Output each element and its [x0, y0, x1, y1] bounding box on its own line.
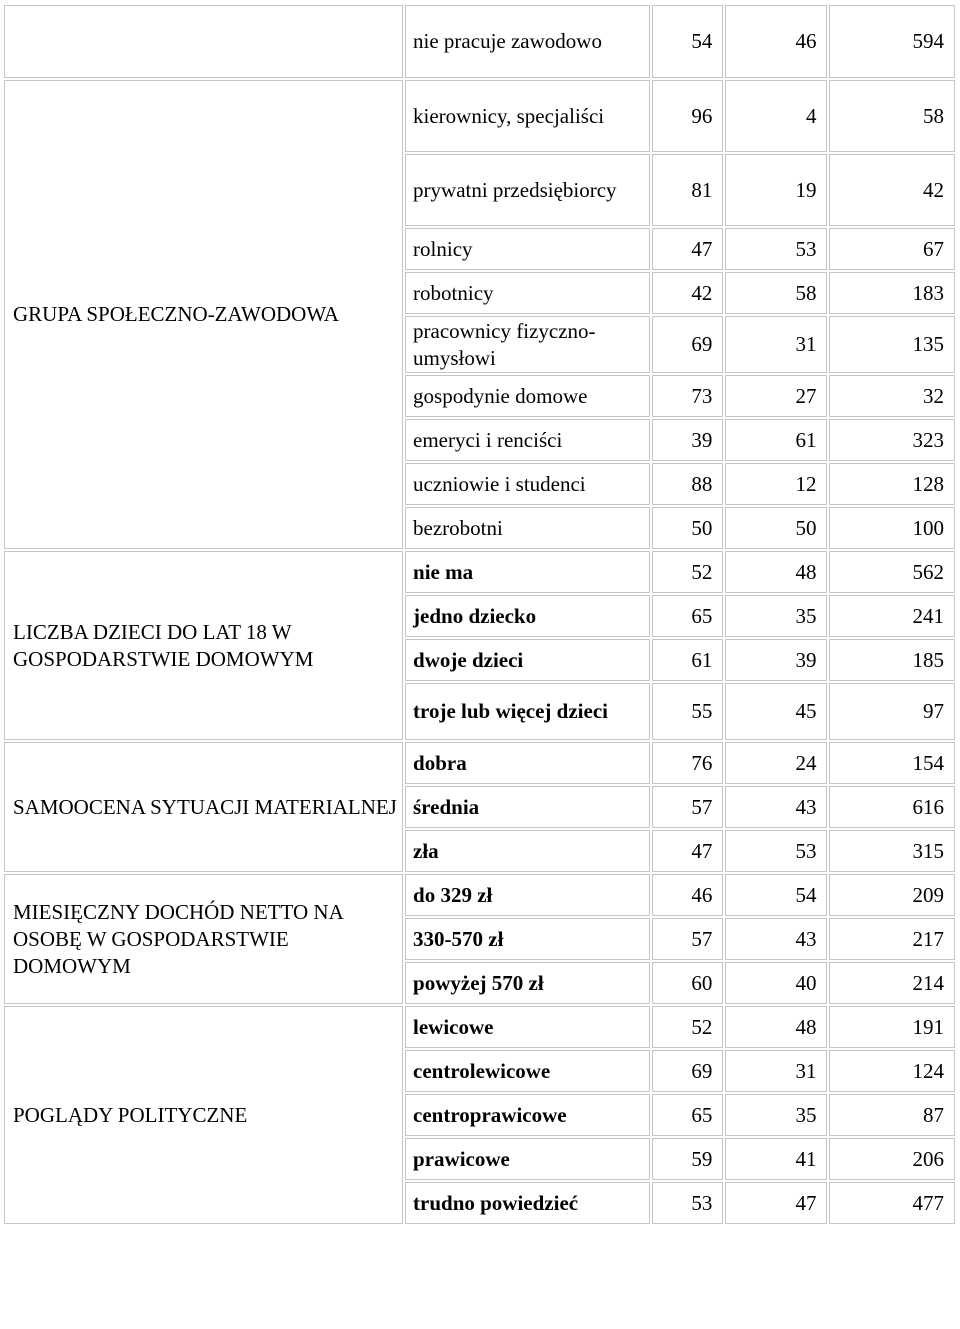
category-cell: centroprawicowe	[405, 1094, 650, 1136]
value-cell: 46	[652, 874, 723, 916]
value-cell: 69	[652, 316, 723, 373]
value-cell: 76	[652, 742, 723, 784]
value-cell: 58	[829, 80, 955, 152]
group-label-cell: MIESIĘCZNY DOCHÓD NETTO NA OSOBĘ W GOSPODARSTWIE DOMOWYM	[4, 874, 403, 1004]
value-cell: 48	[725, 1006, 827, 1048]
value-cell: 206	[829, 1138, 955, 1180]
value-cell: 53	[652, 1182, 723, 1224]
value-cell: 67	[829, 228, 955, 270]
value-cell: 54	[725, 874, 827, 916]
value-cell: 87	[829, 1094, 955, 1136]
category-cell: pracownicy fizyczno-umysłowi	[405, 316, 650, 373]
value-cell: 562	[829, 551, 955, 593]
value-cell: 47	[652, 228, 723, 270]
value-cell: 52	[652, 551, 723, 593]
value-cell: 73	[652, 375, 723, 417]
value-cell: 42	[652, 272, 723, 314]
value-cell: 40	[725, 962, 827, 1004]
category-cell: troje lub więcej dzieci	[405, 683, 650, 740]
group-label-cell: GRUPA SPOŁECZNO-ZAWODOWA	[4, 80, 403, 549]
value-cell: 128	[829, 463, 955, 505]
value-cell: 53	[725, 228, 827, 270]
value-cell: 69	[652, 1050, 723, 1092]
category-cell: zła	[405, 830, 650, 872]
value-cell: 46	[725, 5, 827, 78]
value-cell: 81	[652, 154, 723, 226]
value-cell: 96	[652, 80, 723, 152]
group-label-cell: POGLĄDY POLITYCZNE	[4, 1006, 403, 1224]
value-cell: 57	[652, 918, 723, 960]
value-cell: 12	[725, 463, 827, 505]
value-cell: 616	[829, 786, 955, 828]
value-cell: 135	[829, 316, 955, 373]
value-cell: 59	[652, 1138, 723, 1180]
value-cell: 47	[725, 1182, 827, 1224]
results-table	[2, 3, 957, 1226]
value-cell: 42	[829, 154, 955, 226]
category-cell: nie pracuje zawodowo	[405, 5, 650, 78]
value-cell: 39	[725, 639, 827, 681]
value-cell: 594	[829, 5, 955, 78]
category-cell: rolnicy	[405, 228, 650, 270]
value-cell: 27	[725, 375, 827, 417]
category-cell: do 329 zł	[405, 874, 650, 916]
value-cell: 35	[725, 595, 827, 637]
category-cell: powyżej 570 zł	[405, 962, 650, 1004]
value-cell: 154	[829, 742, 955, 784]
category-cell: dobra	[405, 742, 650, 784]
value-cell: 88	[652, 463, 723, 505]
value-cell: 24	[725, 742, 827, 784]
value-cell: 61	[725, 419, 827, 461]
value-cell: 65	[652, 1094, 723, 1136]
category-cell: uczniowie i studenci	[405, 463, 650, 505]
value-cell: 55	[652, 683, 723, 740]
category-cell: emeryci i renciści	[405, 419, 650, 461]
table-row	[4, 551, 955, 593]
value-cell: 183	[829, 272, 955, 314]
value-cell: 41	[725, 1138, 827, 1180]
value-cell: 45	[725, 683, 827, 740]
value-cell: 323	[829, 419, 955, 461]
group-label-cell: SAMOOCENA SYTUACJI MATERIALNEJ	[4, 742, 403, 872]
value-cell: 60	[652, 962, 723, 1004]
value-cell: 100	[829, 507, 955, 549]
value-cell: 124	[829, 1050, 955, 1092]
table-row	[4, 5, 955, 78]
value-cell: 97	[829, 683, 955, 740]
value-cell: 4	[725, 80, 827, 152]
group-label-cell: LICZBA DZIECI DO LAT 18 W GOSPODARSTWIE DOMOWYM	[4, 551, 403, 740]
value-cell: 39	[652, 419, 723, 461]
value-cell: 19	[725, 154, 827, 226]
value-cell: 241	[829, 595, 955, 637]
category-cell: dwoje dzieci	[405, 639, 650, 681]
value-cell: 31	[725, 316, 827, 373]
table-row	[4, 80, 955, 152]
results-table-body	[4, 5, 955, 1224]
category-cell: prywatni przedsiębiorcy	[405, 154, 650, 226]
category-cell: bezrobotni	[405, 507, 650, 549]
category-cell: centrolewicowe	[405, 1050, 650, 1092]
value-cell: 48	[725, 551, 827, 593]
value-cell: 209	[829, 874, 955, 916]
value-cell: 58	[725, 272, 827, 314]
category-cell: nie ma	[405, 551, 650, 593]
value-cell: 57	[652, 786, 723, 828]
value-cell: 217	[829, 918, 955, 960]
value-cell: 50	[652, 507, 723, 549]
table-row	[4, 1006, 955, 1048]
value-cell: 185	[829, 639, 955, 681]
value-cell: 43	[725, 786, 827, 828]
category-cell: lewicowe	[405, 1006, 650, 1048]
value-cell: 43	[725, 918, 827, 960]
value-cell: 53	[725, 830, 827, 872]
value-cell: 65	[652, 595, 723, 637]
value-cell: 32	[829, 375, 955, 417]
table-row	[4, 874, 955, 916]
category-cell: robotnicy	[405, 272, 650, 314]
category-cell: kierownicy, specjaliści	[405, 80, 650, 152]
category-cell: trudno powiedzieć	[405, 1182, 650, 1224]
category-cell: jedno dziecko	[405, 595, 650, 637]
category-cell: prawicowe	[405, 1138, 650, 1180]
value-cell: 214	[829, 962, 955, 1004]
value-cell: 47	[652, 830, 723, 872]
category-cell: 330-570 zł	[405, 918, 650, 960]
table-row	[4, 742, 955, 784]
value-cell: 52	[652, 1006, 723, 1048]
value-cell: 35	[725, 1094, 827, 1136]
value-cell: 477	[829, 1182, 955, 1224]
category-cell: gospodynie domowe	[405, 375, 650, 417]
value-cell: 315	[829, 830, 955, 872]
value-cell: 61	[652, 639, 723, 681]
blank-corner-cell	[4, 5, 403, 78]
value-cell: 191	[829, 1006, 955, 1048]
value-cell: 31	[725, 1050, 827, 1092]
category-cell: średnia	[405, 786, 650, 828]
value-cell: 50	[725, 507, 827, 549]
value-cell: 54	[652, 5, 723, 78]
